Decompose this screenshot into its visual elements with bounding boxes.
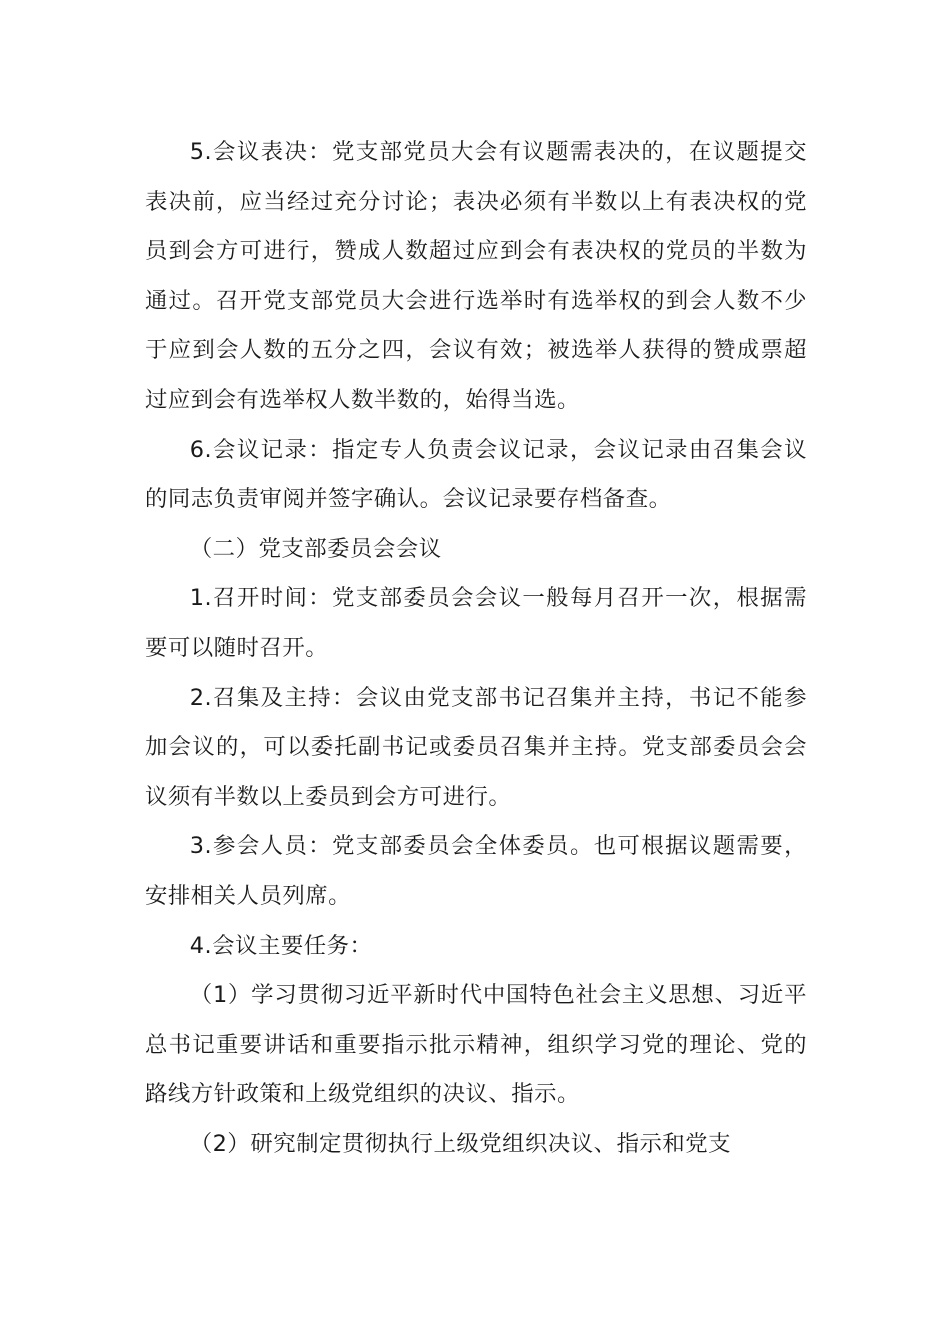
paragraph-attendees: 3.参会人员：党支部委员会全体委员。也可根据议题需要，安排相关人员列席。	[145, 833, 807, 909]
paragraph-convening-and-chairing: 2.召集及主持：会议由党支部书记召集并主持，书记不能参加会议的，可以委托副书记或委员召集并主持。党支部委员会会议须有半数以上委员到会方可进行。	[145, 684, 807, 810]
paragraph-meeting-time: 1.召开时间：党支部委员会会议一般每月召开一次，根据需要可以随时召开。	[145, 585, 807, 661]
paragraph-task-2: （2）研究制定贯彻执行上级党组织决议、指示和党支	[189, 1130, 732, 1157]
section-heading-committee-meeting: （二）党支部委员会会议	[189, 535, 442, 562]
paragraph-meeting-minutes: 6.会议记录：指定专人负责会议记录，会议记录由召集会议的同志负责审阅并签字确认。会议记录要存档备查。	[145, 436, 807, 513]
paragraph-meeting-voting: 5.会议表决：党支部党员大会有议题需表决的，在议题提交表决前，应当经过充分讨论；表决必须有半数以上有表决权的党员到会方可进行，赞成人数超过应到会有表决权的党员的半数为通过。召开党支部党员大会进行选举时有选举权的到会人数不少于应到会人数的五分之四，会议有效；被选举人获得的赞成票超过应到会有选举权人数半数的，始得当选。	[145, 139, 807, 413]
document-body	[145, 128, 807, 1169]
paragraph-main-tasks: 4.会议主要任务：	[189, 932, 373, 959]
paragraph-task-1: （1）学习贯彻习近平新时代中国特色社会主义思想、习近平总书记重要讲话和重要指示批示精神，组织学习党的理论、党的路线方针政策和上级党组织的决议、指示。	[145, 982, 807, 1108]
